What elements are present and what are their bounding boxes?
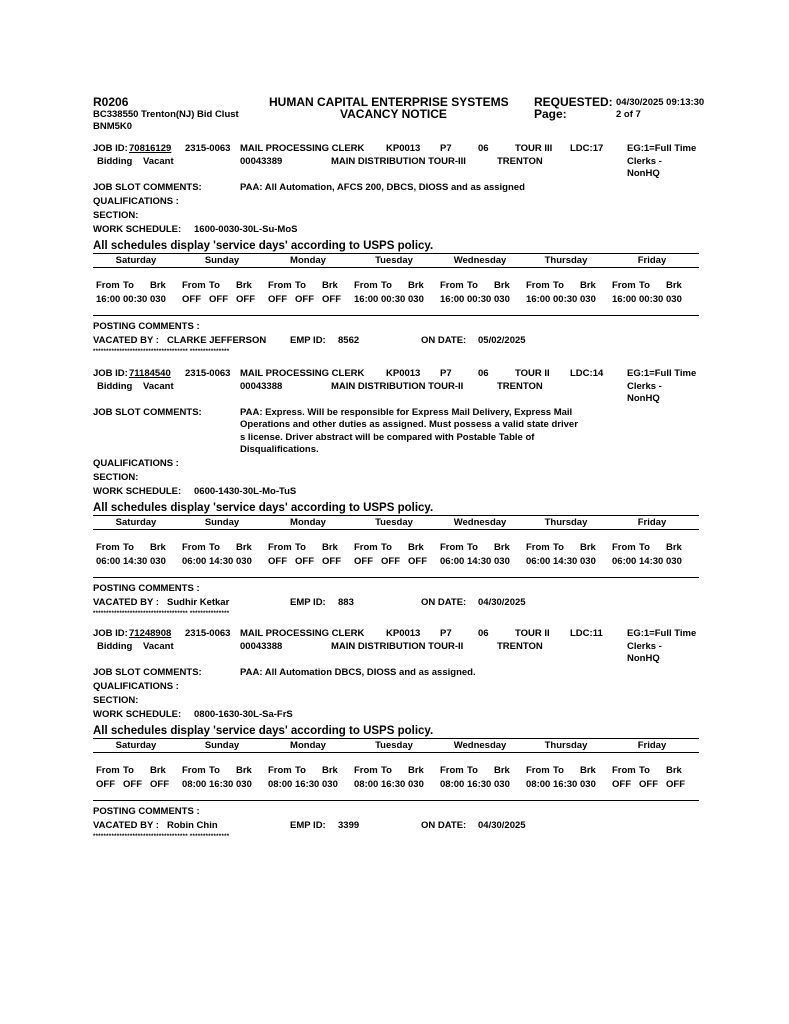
qualifications-label: QUALIFICATIONS : <box>93 457 179 469</box>
work-schedule-label: WORK SCHEDULE: <box>93 485 182 497</box>
schedule-cell: 030 <box>666 555 682 567</box>
column-head: Brk <box>580 765 596 776</box>
schedule-cell: 00:30 <box>123 294 148 305</box>
column-head: Brk <box>666 280 682 291</box>
column-head: To <box>295 541 306 553</box>
cluster-code: BNM5K0 <box>93 121 133 132</box>
day-header-thursday: Thursday <box>544 255 588 266</box>
craft: Clerks - <box>627 156 662 167</box>
column-head: From <box>526 765 550 776</box>
day-header-friday: Friday <box>637 740 667 751</box>
job-id-link[interactable]: 71184540 <box>129 368 171 379</box>
column-head: Brk <box>322 280 338 291</box>
vacated-by-label: VACATED BY : <box>93 596 159 608</box>
column-head: To <box>123 280 134 291</box>
column-head: From <box>268 280 292 291</box>
pay-step: 06 <box>478 368 489 379</box>
column-head: Brk <box>494 541 510 553</box>
posting-comments-label: POSTING COMMENTS : <box>93 582 200 594</box>
schedule-cell: OFF <box>612 779 631 790</box>
ldc: LDC:14 <box>570 368 604 379</box>
column-head: To <box>553 765 564 776</box>
column-head: To <box>381 280 392 291</box>
emp-id-label: EMP ID: <box>290 820 326 831</box>
pay-grade: P7 <box>440 143 452 154</box>
day-header-saturday: Saturday <box>115 255 157 266</box>
schedule-divider <box>93 267 699 268</box>
emp-id-value: 3399 <box>338 820 360 831</box>
column-head: To <box>381 765 392 776</box>
column-head: To <box>209 280 220 291</box>
schedule-cell: 06:00 <box>526 555 551 567</box>
schedule-cell: 14:30 <box>123 555 148 567</box>
schedule-cell: 08:00 <box>526 779 551 790</box>
column-head: From <box>96 541 120 553</box>
column-head: From <box>354 541 378 553</box>
job-slot-comments: PAA: All Automation DBCS, DIOSS and as assigned. <box>240 667 476 678</box>
schedule-cell: 08:00 <box>440 779 465 790</box>
day-header-wednesday: Wednesday <box>453 255 507 266</box>
schedule-cell: OFF <box>123 779 142 790</box>
notice-title: VACANCY NOTICE <box>340 107 447 121</box>
column-head: To <box>639 280 650 291</box>
column-head: To <box>467 541 478 553</box>
schedule-cell: 16:00 <box>612 294 637 305</box>
qualifications-label: QUALIFICATIONS : <box>93 681 179 692</box>
schedule-cell: OFF <box>666 779 685 790</box>
column-head: Brk <box>666 765 682 776</box>
schedule-divider <box>93 253 699 254</box>
column-head: Brk <box>322 765 338 776</box>
column-head: Brk <box>408 765 424 776</box>
job-slot-comments-label: JOB SLOT COMMENTS: <box>93 407 202 418</box>
column-head: From <box>96 280 120 291</box>
vacancy-status: Vacant <box>143 381 174 392</box>
schedule-cell: 16:00 <box>526 294 551 305</box>
schedule-cell: 08:00 <box>182 779 207 790</box>
schedule-cell: 030 <box>236 779 252 790</box>
tour: TOUR II <box>515 368 550 379</box>
position-number: 00043388 <box>240 641 283 652</box>
tour: TOUR III <box>515 143 553 154</box>
emp-id-value: 8562 <box>338 335 360 346</box>
column-head: To <box>209 765 220 776</box>
column-head: From <box>612 765 636 776</box>
column-head: Brk <box>408 280 424 291</box>
on-date-label: ON DATE: <box>421 335 467 346</box>
schedule-cell: 00:30 <box>553 294 578 305</box>
day-header-monday: Monday <box>290 255 326 266</box>
schedule-cell: 16:00 <box>96 294 121 305</box>
occupation-code: 2315-0063 <box>185 368 231 379</box>
schedule-cell: 08:00 <box>354 779 379 790</box>
column-head: To <box>553 280 564 291</box>
schedule-divider <box>93 315 699 316</box>
schedule-cell: OFF <box>639 779 658 790</box>
schedule-cell: 030 <box>494 555 510 567</box>
column-head: To <box>381 541 392 553</box>
pay-grade: P7 <box>440 628 452 639</box>
schedule-cell: 06:00 <box>612 555 637 567</box>
day-header-tuesday: Tuesday <box>375 740 413 751</box>
column-head: From <box>612 541 636 553</box>
schedule-cell: OFF <box>408 555 427 567</box>
key-position: KP0013 <box>386 143 421 154</box>
schedule-cell: 16:30 <box>467 779 492 790</box>
job-slot-comments-label: JOB SLOT COMMENTS: <box>93 182 202 193</box>
on-date-value: 04/30/2025 <box>478 820 526 831</box>
column-head: From <box>182 541 206 553</box>
schedule-divider <box>93 515 699 516</box>
craft: Clerks - <box>627 381 662 392</box>
vacated-by-name: Sudhir Ketkar <box>167 596 230 608</box>
key-position: KP0013 <box>386 628 421 639</box>
schedule-divider <box>93 529 699 530</box>
system-title: HUMAN CAPITAL ENTERPRISE SYSTEMS <box>269 95 509 109</box>
schedule-note: All schedules display 'service days' according to USPS policy. <box>93 725 434 737</box>
day-header-sunday: Sunday <box>204 255 240 266</box>
schedule-cell: 16:00 <box>354 294 379 305</box>
schedule-cell: 030 <box>580 294 596 305</box>
ldc: LDC:17 <box>570 143 604 154</box>
craft-type: NonHQ <box>627 168 660 179</box>
column-head: To <box>639 765 650 776</box>
column-head: To <box>123 765 134 776</box>
employment-group: EG:1=Full Time <box>627 143 697 154</box>
schedule-cell: 030 <box>580 555 596 567</box>
schedule-cell: 16:30 <box>553 779 578 790</box>
schedule-cell: OFF <box>268 294 287 305</box>
emp-id-label: EMP ID: <box>290 335 326 346</box>
section-label: SECTION: <box>93 210 139 221</box>
column-head: Brk <box>150 541 166 553</box>
column-head: To <box>123 541 134 553</box>
job-id-label: JOB ID: <box>93 628 128 639</box>
key-position: KP0013 <box>386 368 421 379</box>
schedule-cell: 14:30 <box>553 555 578 567</box>
schedule-cell: 030 <box>666 294 682 305</box>
schedule-cell: 14:30 <box>209 555 234 567</box>
vacated-by-name: Robin Chin <box>167 820 218 831</box>
column-head: From <box>526 541 550 553</box>
job-id-link[interactable]: 71248908 <box>129 628 172 639</box>
bid-cluster: BC338550 Trenton(NJ) Bid Clust <box>93 109 239 120</box>
city: TRENTON <box>497 156 543 167</box>
schedule-cell: 14:30 <box>467 555 492 567</box>
vacated-by-label: VACATED BY : <box>93 820 159 831</box>
schedule-cell: OFF <box>295 555 314 567</box>
work-schedule-code: 0800-1630-30L-Sa-FrS <box>194 709 293 720</box>
schedule-cell: OFF <box>322 555 341 567</box>
on-date-label: ON DATE: <box>421 820 467 831</box>
day-header-wednesday: Wednesday <box>453 516 507 528</box>
bidding-status: Bidding <box>97 381 133 392</box>
column-head: From <box>440 541 464 553</box>
schedule-cell: 030 <box>580 779 596 790</box>
separator-stars: ************************************ *************** <box>93 834 230 840</box>
day-header-thursday: Thursday <box>544 516 588 528</box>
schedule-cell: OFF <box>322 294 341 305</box>
schedule-cell: OFF <box>182 294 201 305</box>
schedule-divider <box>93 738 699 739</box>
emp-id-label: EMP ID: <box>290 596 326 608</box>
schedule-cell: 06:00 <box>440 555 465 567</box>
column-head: Brk <box>494 280 510 291</box>
unit-name: MAIN DISTRIBUTION TOUR-II <box>331 381 464 392</box>
schedule-cell: 14:30 <box>639 555 664 567</box>
requested-value: 04/30/2025 09:13:30 <box>616 97 705 108</box>
section-label: SECTION: <box>93 695 139 706</box>
schedule-cell: 030 <box>236 555 252 567</box>
day-header-tuesday: Tuesday <box>375 255 413 266</box>
unit-name: MAIN DISTRIBUTION TOUR-II <box>331 641 464 652</box>
schedule-cell: OFF <box>295 294 314 305</box>
vacancy-status: Vacant <box>143 156 174 167</box>
work-schedule-label: WORK SCHEDULE: <box>93 709 182 720</box>
column-head: Brk <box>580 541 596 553</box>
page-number: 2 of 7 <box>616 109 641 120</box>
page-label: Page: <box>534 107 567 121</box>
schedule-divider <box>93 577 699 578</box>
column-head: Brk <box>666 541 682 553</box>
ldc: LDC:11 <box>570 628 603 639</box>
schedule-cell: 16:30 <box>381 779 406 790</box>
schedule-cell: OFF <box>354 555 373 567</box>
separator-stars: ************************************ *************** <box>93 610 230 617</box>
column-head: Brk <box>580 280 596 291</box>
schedule-cell: 06:00 <box>96 555 121 567</box>
emp-id-value: 883 <box>338 596 354 608</box>
day-header-saturday: Saturday <box>115 740 157 751</box>
schedule-cell: 00:30 <box>639 294 664 305</box>
section-label: SECTION: <box>93 471 139 483</box>
employment-group: EG:1=Full Time <box>627 628 697 639</box>
work-schedule-label: WORK SCHEDULE: <box>93 224 182 235</box>
work-schedule-code: 1600-0030-30L-Su-MoS <box>194 224 298 235</box>
column-head: Brk <box>236 541 252 553</box>
schedule-cell: 16:30 <box>209 779 234 790</box>
job-slot-comments: PAA: All Automation, AFCS 200, DBCS, DIOSS and as assigned <box>240 182 525 193</box>
column-head: To <box>295 765 306 776</box>
job-title: MAIL PROCESSING CLERK <box>240 368 365 379</box>
schedule-cell: 030 <box>408 779 424 790</box>
schedule-note: All schedules display 'service days' according to USPS policy. <box>93 501 434 514</box>
schedule-cell: 030 <box>408 294 424 305</box>
vacancy-status: Vacant <box>143 641 174 652</box>
schedule-cell: OFF <box>268 555 287 567</box>
column-head: Brk <box>322 541 338 553</box>
on-date-value: 04/30/2025 <box>478 596 526 608</box>
tour: TOUR II <box>515 628 550 639</box>
schedule-cell: OFF <box>209 294 228 305</box>
schedule-divider <box>93 800 699 801</box>
day-header-monday: Monday <box>290 740 326 751</box>
column-head: Brk <box>150 280 166 291</box>
qualifications-label: QUALIFICATIONS : <box>93 196 179 207</box>
schedule-cell: OFF <box>236 294 255 305</box>
work-schedule-code: 0600-1430-30L-Mo-TuS <box>194 485 297 497</box>
craft-type: NonHQ <box>627 393 660 404</box>
job-title: MAIL PROCESSING CLERK <box>240 628 365 639</box>
pay-step: 06 <box>478 628 489 639</box>
schedule-cell: 030 <box>494 294 510 305</box>
column-head: From <box>182 280 206 291</box>
occupation-code: 2315-0063 <box>185 143 231 154</box>
schedule-cell: 16:00 <box>440 294 465 305</box>
on-date-value: 05/02/2025 <box>478 335 526 346</box>
day-header-sunday: Sunday <box>204 516 240 528</box>
day-header-saturday: Saturday <box>115 516 157 528</box>
schedule-cell: OFF <box>96 779 115 790</box>
day-header-sunday: Sunday <box>204 740 240 751</box>
job-slot-comments: PAA: Express. Will be responsible for Express Mail Delivery, Express Mail Operations and other duties as assigned. Must possess a valid state driver s license. Driver abstract will be compared with Postable Table of Disqualifications. <box>240 407 578 455</box>
separator-stars: ************************************ *************** <box>93 349 230 355</box>
unit-name: MAIN DISTRIBUTION TOUR-III <box>331 156 466 167</box>
occupation-code: 2315-0063 <box>185 628 231 639</box>
column-head: From <box>268 541 292 553</box>
job-title: MAIL PROCESSING CLERK <box>240 143 365 154</box>
vacated-by-name: CLARKE JEFFERSON <box>167 335 267 346</box>
schedule-cell: 00:30 <box>381 294 406 305</box>
posting-comments-label: POSTING COMMENTS : <box>93 806 200 817</box>
column-head: From <box>182 765 206 776</box>
column-head: To <box>467 765 478 776</box>
pay-grade: P7 <box>440 368 452 379</box>
column-head: To <box>639 541 650 553</box>
column-head: To <box>295 280 306 291</box>
job-id-label: JOB ID: <box>93 143 128 154</box>
schedule-cell: 030 <box>150 555 166 567</box>
requested-label: REQUESTED: <box>534 95 613 109</box>
day-header-wednesday: Wednesday <box>453 740 507 751</box>
day-header-friday: Friday <box>637 255 667 266</box>
column-head: From <box>354 765 378 776</box>
vacated-by-label: VACATED BY : <box>93 335 159 346</box>
schedule-cell: 00:30 <box>467 294 492 305</box>
position-number: 00043388 <box>240 381 283 392</box>
day-header-monday: Monday <box>290 516 326 528</box>
column-head: To <box>553 541 564 553</box>
day-header-thursday: Thursday <box>544 740 588 751</box>
city: TRENTON <box>497 381 543 392</box>
column-head: From <box>440 280 464 291</box>
schedule-cell: 030 <box>322 779 338 790</box>
column-head: Brk <box>150 765 166 776</box>
column-head: Brk <box>236 765 252 776</box>
job-id-label: JOB ID: <box>93 368 128 379</box>
schedule-note: All schedules display 'service days' according to USPS policy. <box>93 240 434 252</box>
column-head: From <box>612 280 636 291</box>
column-head: Brk <box>408 541 424 553</box>
schedule-cell: 16:30 <box>295 779 320 790</box>
posting-comments-label: POSTING COMMENTS : <box>93 321 200 332</box>
column-head: From <box>96 765 120 776</box>
job-id-link[interactable]: 70816129 <box>129 143 172 154</box>
column-head: Brk <box>236 280 252 291</box>
city: TRENTON <box>497 641 543 652</box>
column-head: To <box>467 280 478 291</box>
column-head: To <box>209 541 220 553</box>
schedule-cell: 030 <box>150 294 166 305</box>
pay-step: 06 <box>478 143 489 154</box>
position-number: 00043389 <box>240 156 283 167</box>
day-header-friday: Friday <box>637 516 667 528</box>
column-head: From <box>526 280 550 291</box>
craft-type: NonHQ <box>627 653 660 664</box>
schedule-cell: 06:00 <box>182 555 207 567</box>
column-head: Brk <box>494 765 510 776</box>
schedule-cell: OFF <box>381 555 400 567</box>
craft: Clerks - <box>627 641 662 652</box>
schedule-cell: 08:00 <box>268 779 293 790</box>
column-head: From <box>354 280 378 291</box>
report-id: R0206 <box>93 95 129 109</box>
bidding-status: Bidding <box>97 156 133 167</box>
day-header-tuesday: Tuesday <box>375 516 413 528</box>
schedule-cell: OFF <box>150 779 169 790</box>
schedule-divider <box>93 752 699 753</box>
column-head: From <box>440 765 464 776</box>
column-head: From <box>268 765 292 776</box>
bidding-status: Bidding <box>97 641 133 652</box>
job-slot-comments-label: JOB SLOT COMMENTS: <box>93 667 202 678</box>
schedule-cell: 030 <box>494 779 510 790</box>
employment-group: EG:1=Full Time <box>627 368 697 379</box>
on-date-label: ON DATE: <box>421 596 467 608</box>
